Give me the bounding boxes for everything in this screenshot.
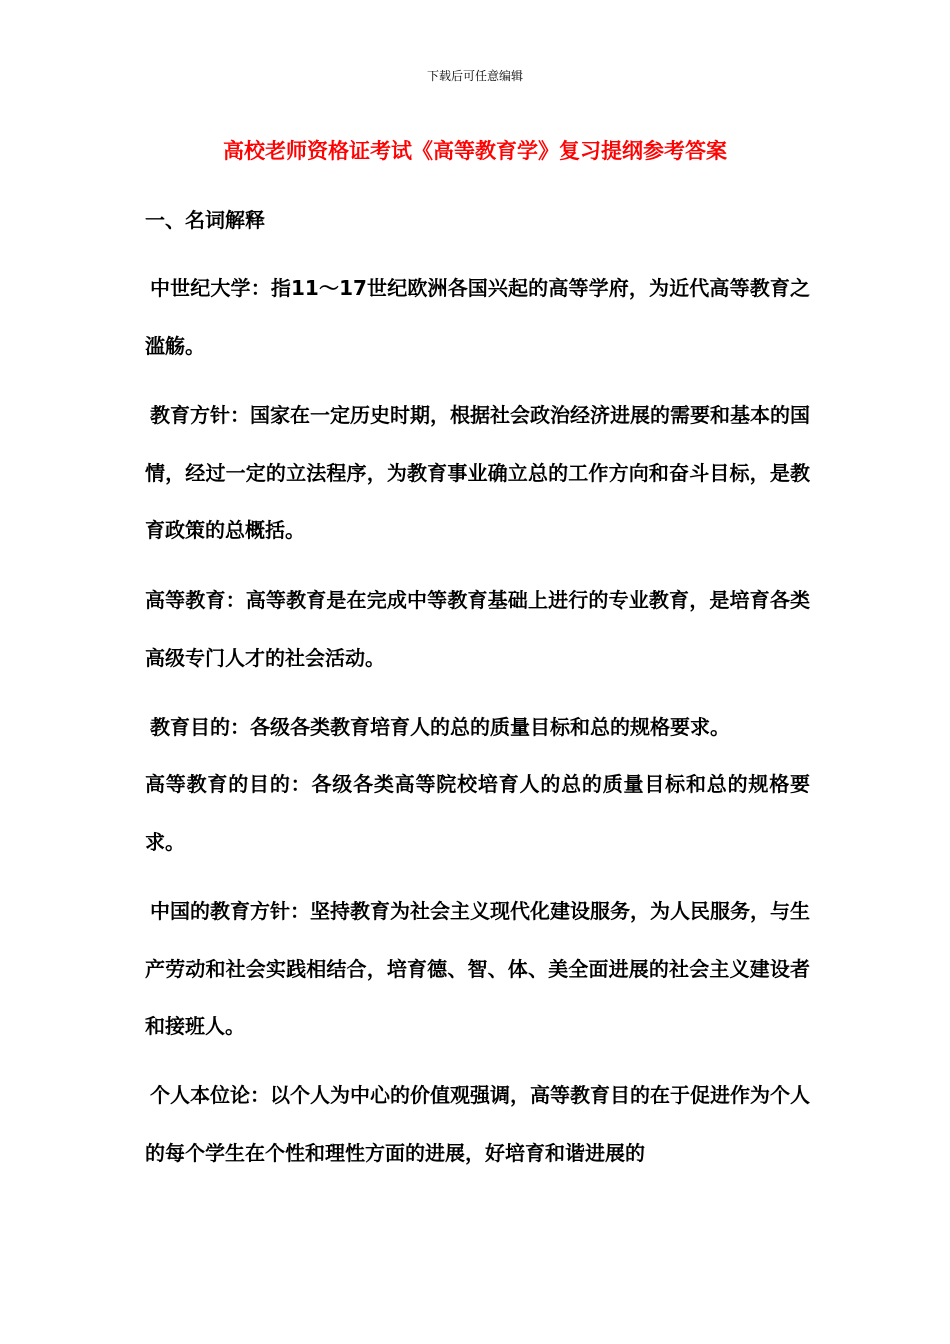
- paragraph-education-purpose: 教育目的：各级各类教育培育人的总的质量目标和总的规格要求。: [150, 715, 730, 739]
- paragraph-education-policy: 教育方针：国家在一定历史时期，根据社会政治经济进展的需要和基本的国情，经过一定的立法程序，为教育事业确立总的工作方向和奋斗目标，是教育政策的总概括。: [145, 403, 810, 542]
- paragraph-china-education-policy: 中国的教育方针：坚持教育为社会主义现代化建设服务，为人民服务，与生产劳动和社会实践相结合，培育德、智、体、美全面进展的社会主义建设者和接班人。: [145, 899, 810, 1038]
- paragraph-individual-standard-theory: 个人本位论：以个人为中心的价值观强调，高等教育目的在于促进作为个人的每个学生在个性和理性方面的进展，好培育和谐进展的: [145, 1083, 810, 1165]
- document-title: 高校老师资格证考试《高等教育学》复习提纲参考答案: [223, 139, 727, 163]
- paragraph-higher-education-purpose: 高等教育的目的：各级各类高等院校培育人的总的质量目标和总的规格要求。: [145, 772, 810, 854]
- page-header: 下载后可任意编辑: [426, 69, 523, 83]
- paragraph-higher-education: 高等教育：高等教育是在完成中等教育基础上进行的专业教育，是培育各类高级专门人才的社会活动。: [145, 588, 810, 670]
- section-heading: 一、名词解释: [145, 208, 265, 232]
- paragraph-medieval-university: 中世纪大学：指11～17世纪欧洲各国兴起的高等学府，为近代高等教育之滥觞。: [145, 276, 810, 358]
